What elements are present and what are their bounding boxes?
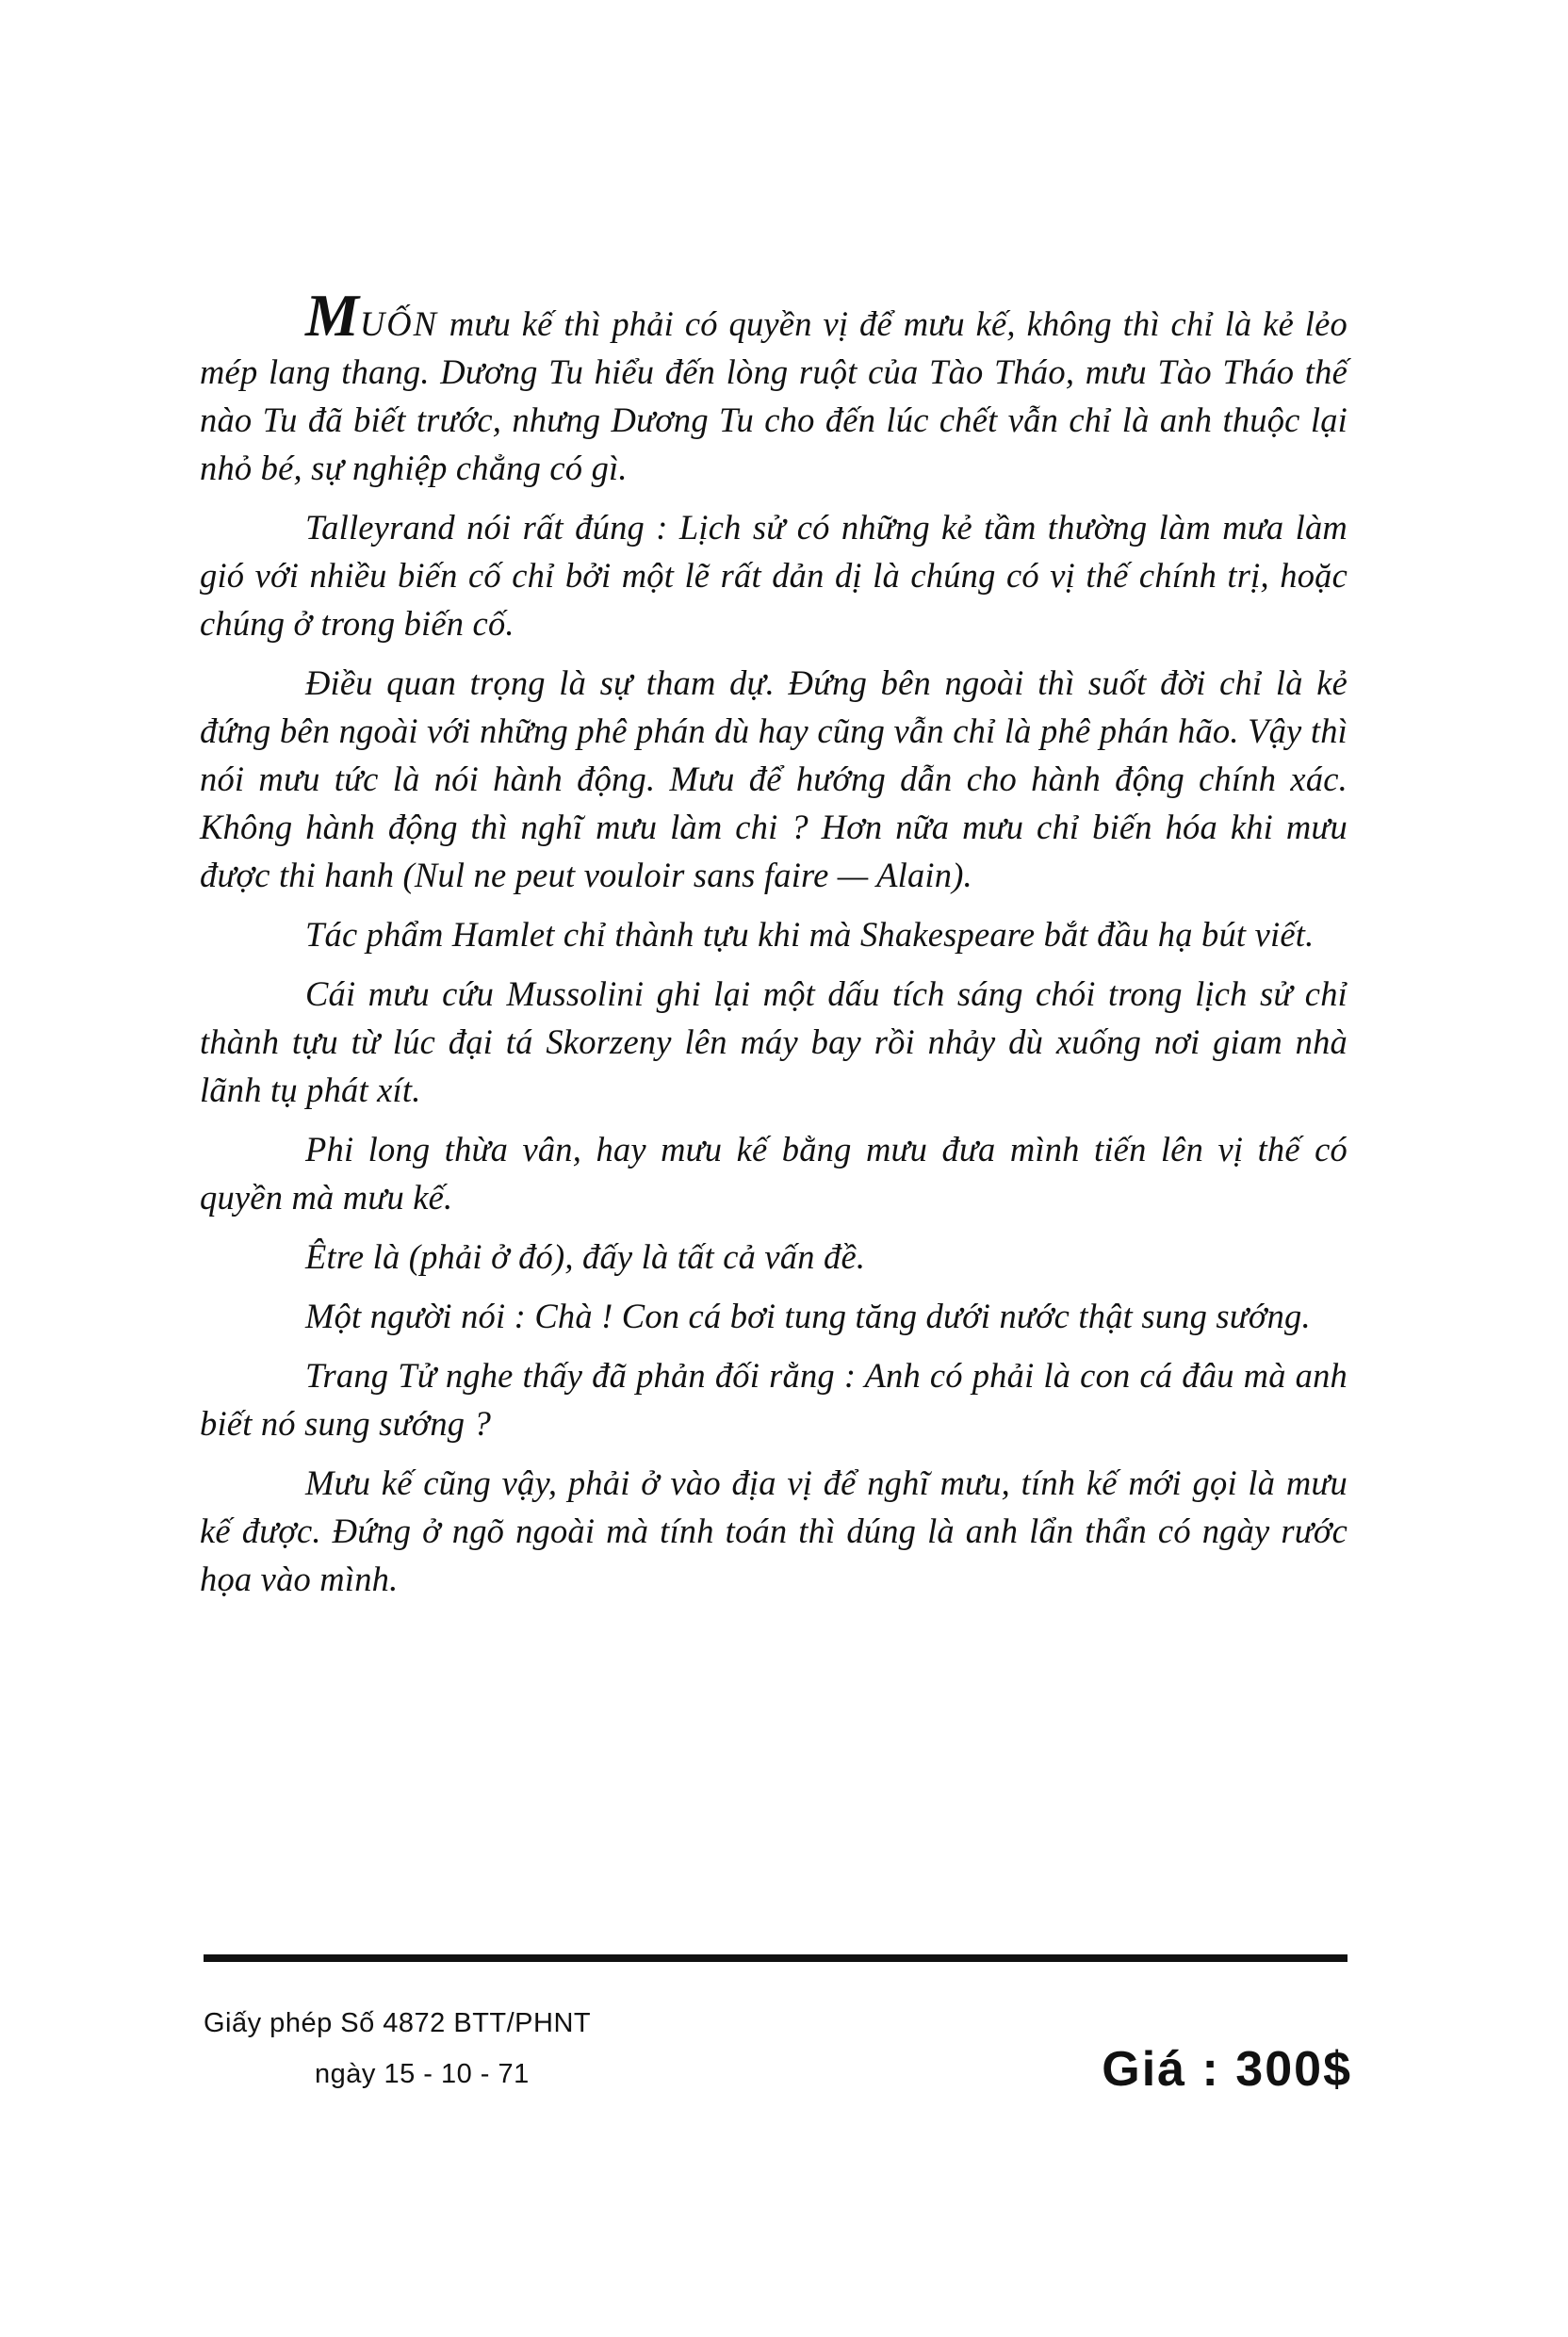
price-label: Giá : 300$ xyxy=(1102,2042,1352,2097)
paragraph-4: Tác phẩm Hamlet chỉ thành tựu khi mà Shakespeare bắt đầu hạ bút viết. xyxy=(305,915,1315,954)
paragraph-2: Talleyrand nói rất đúng : Lịch sử có những kẻ tầm thường làm mưa làm gió với nhiều biến cố chỉ bởi một lẽ rất dản dị là chúng có vị thế chính trị, hoặc chúng ở trong biến cố. xyxy=(200,508,1348,643)
drop-cap: M xyxy=(305,282,360,349)
paragraph-7: Être là (phải ở đó), đấy là tất cả vấn đề. xyxy=(305,1237,866,1276)
paragraph-9: Trang Tử nghe thấy đã phản đối rằng : Anh có phải là con cá đâu mà anh biết nó sung sướng ? xyxy=(200,1356,1348,1443)
paragraph-6: Phi long thừa vân, hay mưu kế bằng mưu đưa mình tiến lên vị thế có quyền mà mưu kế. xyxy=(200,1130,1348,1217)
publication-permit xyxy=(204,1998,591,2100)
body-text xyxy=(200,282,1348,1614)
paragraph-1 xyxy=(200,282,1348,492)
permit-number: Giấy phép Số 4872 BTT/PHNT xyxy=(204,2008,592,2038)
paragraph-5: Cái mưu cứu Mussolini ghi lại một dấu tích sáng chói trong lịch sử chỉ thành tựu từ lúc đại tá Skorzeny lên máy bay rồi nhảy dù xuống nơi giam nhà lãnh tụ phát xít. xyxy=(200,974,1348,1109)
paragraph-10: Mưu kế cũng vậy, phải ở vào địa vị để nghĩ mưu, tính kế mới gọi là mưu kế được. Đứng ở ngõ ngoài mà tính toán thì dúng là anh lẩn thẩn có ngày rước họa vào mình. xyxy=(200,1463,1348,1598)
permit-date: ngày 15 - 10 - 71 xyxy=(315,2059,530,2089)
footer-rule xyxy=(204,1954,1348,1962)
lead-word: UỐN xyxy=(359,304,438,343)
paragraph-3: Điều quan trọng là sự tham dự. Đứng bên ngoài thì suốt đời chỉ là kẻ đứng bên ngoài với những phê phán dù hay cũng vẫn chỉ là phê phán hão. Vậy thì nói mưu tức là nói hành động. Mưu để hướng dẫn cho hành động chính xác. Không hành động thì nghĩ mưu làm chi ? Hơn nữa mưu chỉ biến hóa khi mưu được thi hanh (Nul ne peut vouloir sans faire — Alain). xyxy=(200,663,1348,894)
paragraph-1-text: mưu kế thì phải có quyền vị để mưu kế, không thì chỉ là kẻ lẻo mép lang thang. Dương Tu hiểu đến lòng ruột của Tào Tháo, mưu Tào Tháo thế nào Tu đã biết trước, nhưng Dương Tu cho đến lúc chết vẫn chỉ là anh thuộc lại nhỏ bé, sự nghiệp chẳng có gì. xyxy=(200,304,1348,487)
paragraph-8: Một người nói : Chà ! Con cá bơi tung tăng dưới nước thật sung sướng. xyxy=(305,1297,1311,1335)
